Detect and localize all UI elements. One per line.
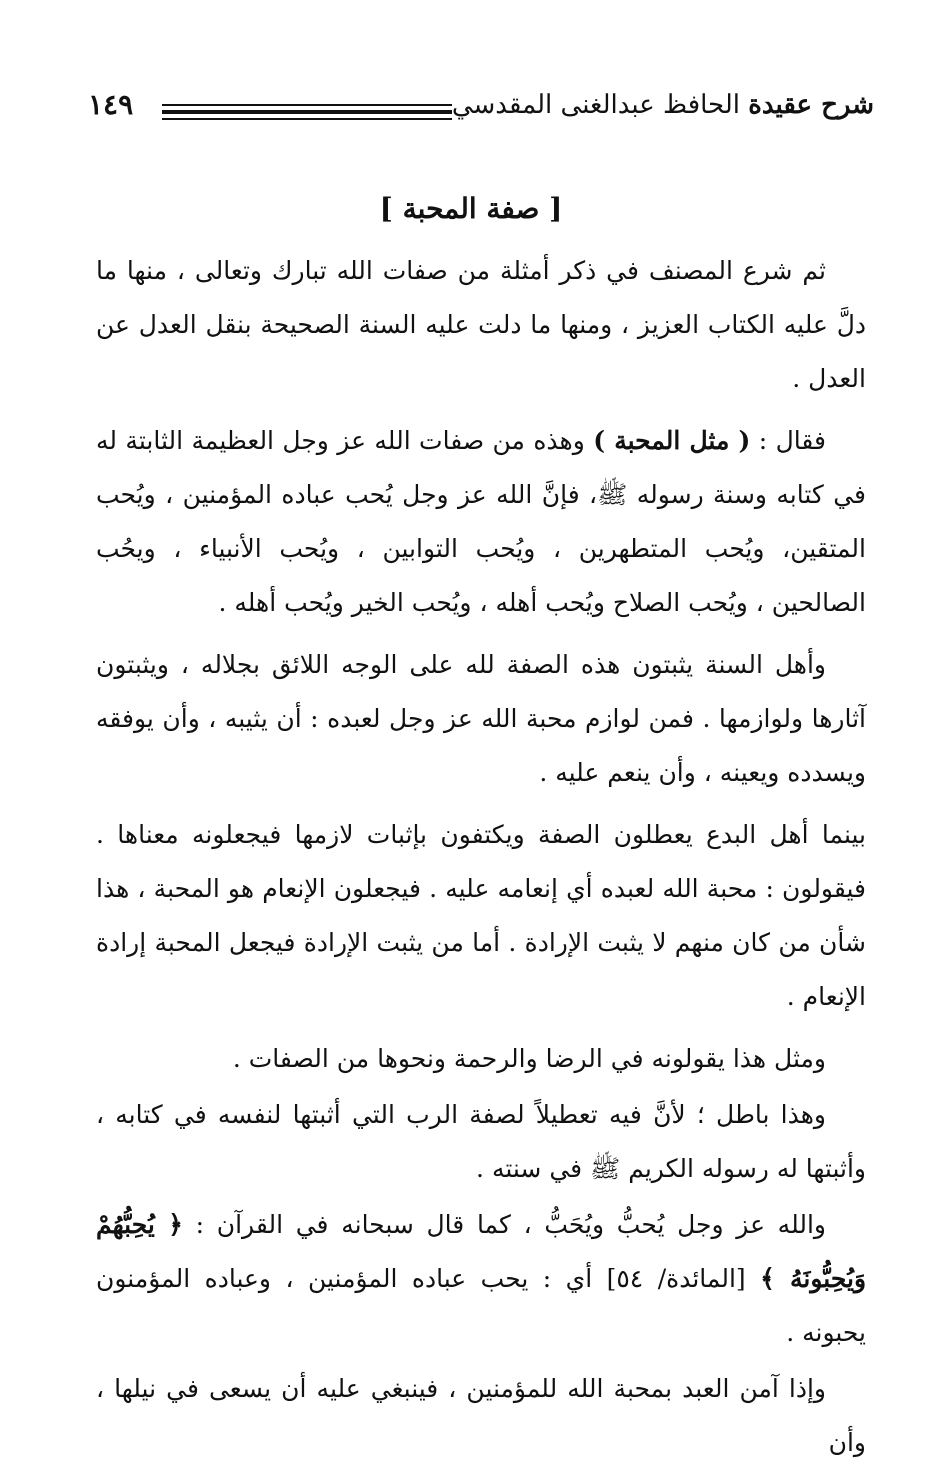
body-text	[96, 244, 866, 1478]
running-title-rest: الحافظ عبدالغنى المقدسي	[451, 90, 749, 120]
paragraph-4: بينما أهل البدع يعطلون الصفة ويكتفون بإثبات لازمها فيجعلونه معناها . فيقولون : محبة الله لعبده أي إنعامه عليه . فيجعلون الإنعام هو المحبة ، هذا شأن من كان منهم لا يثبت الإرادة . أما من يثبت الإرادة فيجعل المحبة إرادة الإنعام .	[96, 820, 866, 1011]
paragraph-2-quote: ( مثل المحبة )	[593, 426, 751, 455]
header-rule-top	[162, 104, 452, 106]
paragraph-8: وإذا آمن العبد بمحبة الله للمؤمنين ، فينبغي عليه أن يسعى في نيلها ، وأن	[96, 1374, 866, 1457]
header-rule-bottom	[162, 118, 452, 120]
page-header	[88, 86, 874, 136]
paragraph-2-after: وهذه من صفات الله عز وجل العظيمة الثابتة له في كتابه وسنة رسوله ﷺ، فإنَّ الله عز وجل يُحب عباده المؤمنين ، ويُحب المتقين، ويُحب المتطهرين ، ويُحب التوابين ، ويُحب الأنبياء ، ويحُب الصالحين ، ويُحب الصلاح ويُحب أهله ، ويُحب الخير ويُحب أهله .	[96, 426, 866, 617]
page-number: ١٤٩	[88, 88, 134, 121]
paragraph-7-after: [المائدة/ ٥٤] أي : يحب عباده المؤمنين ، وعباده المؤمنون يحبونه .	[96, 1264, 866, 1347]
paragraph-2	[96, 414, 866, 630]
paragraph-6: وهذا باطل ؛ لأنَّ فيه تعطيلاً لصفة الرب التي أثبتها لنفسه في كتابه ، وأثبتها له رسوله الكريم ﷺ في سنته .	[96, 1100, 866, 1183]
paragraph-3: وأهل السنة يثبتون هذه الصفة لله على الوجه اللائق بجلاله ، ويثبتون آثارها ولوازمها . فمن لوازم محبة الله عز وجل لعبده : أن يثيبه ، وأن يوفقه ويسدده ويعينه ، وأن ينعم عليه .	[96, 650, 866, 787]
paragraph-5: ومثل هذا يقولونه في الرضا والرحمة ونحوها من الصفات .	[232, 1044, 826, 1073]
header-rule-middle	[162, 110, 452, 114]
running-title-bold: شرح عقيدة	[748, 90, 874, 120]
section-title: [ صفة المحبة ]	[379, 192, 563, 225]
paragraph-1: ثم شرع المصنف في ذكر أمثلة من صفات الله تبارك وتعالى ، منها ما دلَّ عليه الكتاب العزيز ، ومنها ما دلت عليه السنة الصحيحة بنقل العدل عن العدل .	[96, 256, 866, 393]
paragraph-7	[96, 1198, 866, 1360]
paragraph-7-before: والله عز وجل يُحبُّ ويُحَبُّ ، كما قال سبحانه في القرآن :	[182, 1210, 827, 1239]
paragraph-7-verse: ﴿ يُحِبُّهُمْ وَيُحِبُّونَهُ ﴾	[96, 1210, 867, 1293]
running-title	[452, 90, 874, 120]
paragraph-2-before: فقال :	[750, 426, 826, 455]
